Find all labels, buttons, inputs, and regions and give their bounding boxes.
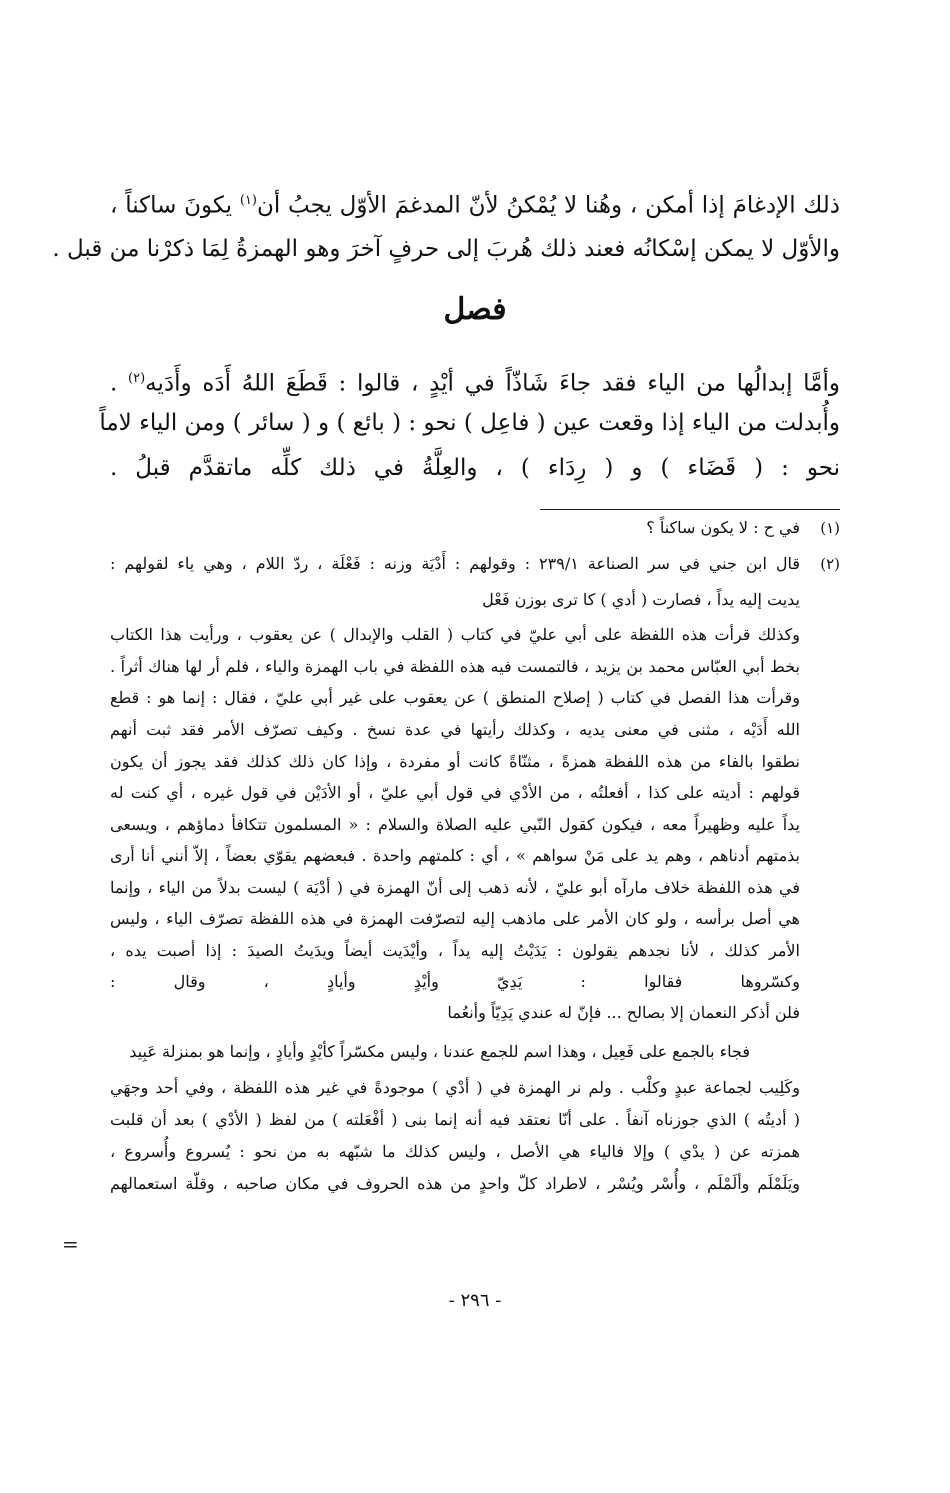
footnote-line: في هذه اللفظة خلاف مارآه أبو عليّ ، لأنه ذهب إلى أنّ الهمزة في ( أدْيَة ) ليست بدلاً من الياء ، وإنما <box>110 878 801 897</box>
text-run: يكونَ ساكناً ، <box>110 192 233 219</box>
main-text-line: وأُبدلت من الياء إذا وقعت عين ( فاعِل ) نحو : ( بائع ) و ( سائر ) ومن الياء لاماً <box>99 410 840 436</box>
footnote-line: قال ابن جني في سر الصناعة ٢٣٩/١ : وقولهم : أَدْيَة وزنه : فَعْلَة ، ردّ اللام ، وهي ياء لقولهم : <box>110 554 801 573</box>
footnote-line: ( أديتُه ) الذي جوزناه آنفاً . على أنّا نعتقد فيه أنه إنما بنى ( أفْعَلته ) من لفظ ( الأدْي ) بعد أن قلبت <box>110 1110 800 1129</box>
footnote-line: قولهم : أديته على كذا ، أفعلتُه ، من الأدْي في قول أبي عليّ ، أو الأدَيْن في قول غيره ، أي كنت له <box>110 783 800 802</box>
footnote-line: وكذلك قرأت هذه اللفظة على أبي عليّ في كتاب ( القلب والإبدال ) عن يعقوب ، ورأيت هذا الكتاب <box>110 625 800 644</box>
main-text-line <box>110 364 840 399</box>
footnote-divider <box>540 509 840 510</box>
verse-line: فجاء بالجمع على فَعِيل ، وهذا اسم للجمع عندنا ، وليس مكسّراً كأيْدٍ وأيادٍ ، وإنما هو بمنزلة عَبِيد <box>129 1042 750 1061</box>
footnote-line: فلن أذكر النعمان إلا بصالح ... فإنّ له عندي يَدِيّاً وأنعُما <box>447 1003 800 1022</box>
section-heading: فصل <box>443 292 507 327</box>
page-number: - ٢٩٦ - <box>448 1290 502 1311</box>
text-run: ذلك الإدغامَ إذا أمكن ، وهُنا لا يُمْكنُ لأنّ المدغمَ الأوّل يجبُ أن <box>256 192 841 219</box>
main-text-line: والأوّل لا يمكن إسْكانُه فعند ذلك هُربَ إلى حرفٍ آخرَ وهو الهمزةُ لِمَا ذكرْنا من قبل . <box>52 236 840 262</box>
footnote-line: الأمر كذلك ، لأنا نجدهم يقولون : يَدَيْتُ إليه يداً ، وأيْدَيت أيضاً ويدَيتُ الصيدَ : إذا أصبت يده ، <box>110 941 800 960</box>
footnote-line: ويَلَمْلَم وألَمْلَم ، وأُسْر ويُسْر ، لاطراد كلّ واحدٍ من هذه الحروف في مكان صاحبه ، وقلّة استعمالهم <box>110 1174 800 1193</box>
footnote-line: يداً عليه وظهيراً معه ، فيكون كقول النّبي عليه الصلاة والسلام : « المسلمون تتكافأ دماؤهم ، ويسعى <box>110 815 800 834</box>
text-run: وأمَّا إبدالُها من الياء فقد جاءَ شَاذّاً في أيْدٍ ، قالوا : قَطَعَ اللهُ أَدَه وأَدَيه <box>145 370 841 397</box>
footnote-number: (١) <box>820 519 840 537</box>
footnote-ref[interactable]: (١) <box>239 193 257 208</box>
footnote-ref[interactable]: (٢) <box>128 371 146 386</box>
footnote-line: بذمتهم أدناهم ، وهم يد على مَنْ سواهم » ، أي : كلمتهم واحدة . فبعضهم يقوّي بعضاً ، إلاّ أنني أنا أرى <box>110 846 800 865</box>
continuation-mark: = <box>62 1232 79 1256</box>
footnote-line: هي أصل برأسه ، ولو كان الأمر على ماذهب إليه لتصرّفت الهمزة في هذه اللفظة تصرّف الياء ، وليس <box>110 909 800 928</box>
main-text-line: نحو : ( قَضَاء ) و ( رِدَاء ) ، والعِلَّةُ في ذلك كلِّه ماتقدَّم قبلُ . <box>110 455 840 481</box>
footnote-line: همزته عن ( يدْي ) وإلا فالياء هي الأصل ، وليس كذلك ما شبّهه به من نحو : يُسروع وأُسروع ، <box>110 1142 800 1161</box>
footnote-line: نطقوا بالفاء من هذه اللفظة همزةً ، مثنّاةً كانت أو مفردة ، وإذا كان ذلك كذلك فقد يجوز أن يكون <box>110 752 801 771</box>
footnote-line: في ح : لا يكون ساكناً ؟ <box>646 518 800 537</box>
footnote-line: وكَلِيب لجماعة عبدٍ وكلْب . ولم نر الهمزة في ( أدْي ) موجودةً في غير هذه اللفظة ، وفي أحد وجهَي <box>110 1078 801 1097</box>
footnote-number: (٢) <box>820 555 840 573</box>
footnote-line: وكسّروها فقالوا : يَدِيّ وأيْدٍ وأيادٍ ، وقال : <box>110 972 800 991</box>
footnote-line: الله أَدَيْه ، مثنى في معنى يديه ، وكذلك رأيتها في عدة نسخ . وكيف تصرّف الأمر فقد ثبت أنهم <box>110 720 800 739</box>
footnote-line: بخط أبي العبّاس محمد بن يزيد ، فالتمست فيه هذه اللفظة في باب الهمزة والياء ، فلم أر لها هناك أثراً . <box>110 657 800 676</box>
main-text-line <box>110 186 840 221</box>
text-run: . <box>110 370 118 397</box>
footnote-line: وقرأت هذا الفصل في كتاب ( إصلاح المنطق ) عن يعقوب على غير أبي عليّ ، فقال : إنما هو : قطع <box>110 688 801 707</box>
footnote-line: يديت إليه يداً ، فصارت ( أدي ) كا ترى بوزن فَعْل <box>482 590 800 609</box>
